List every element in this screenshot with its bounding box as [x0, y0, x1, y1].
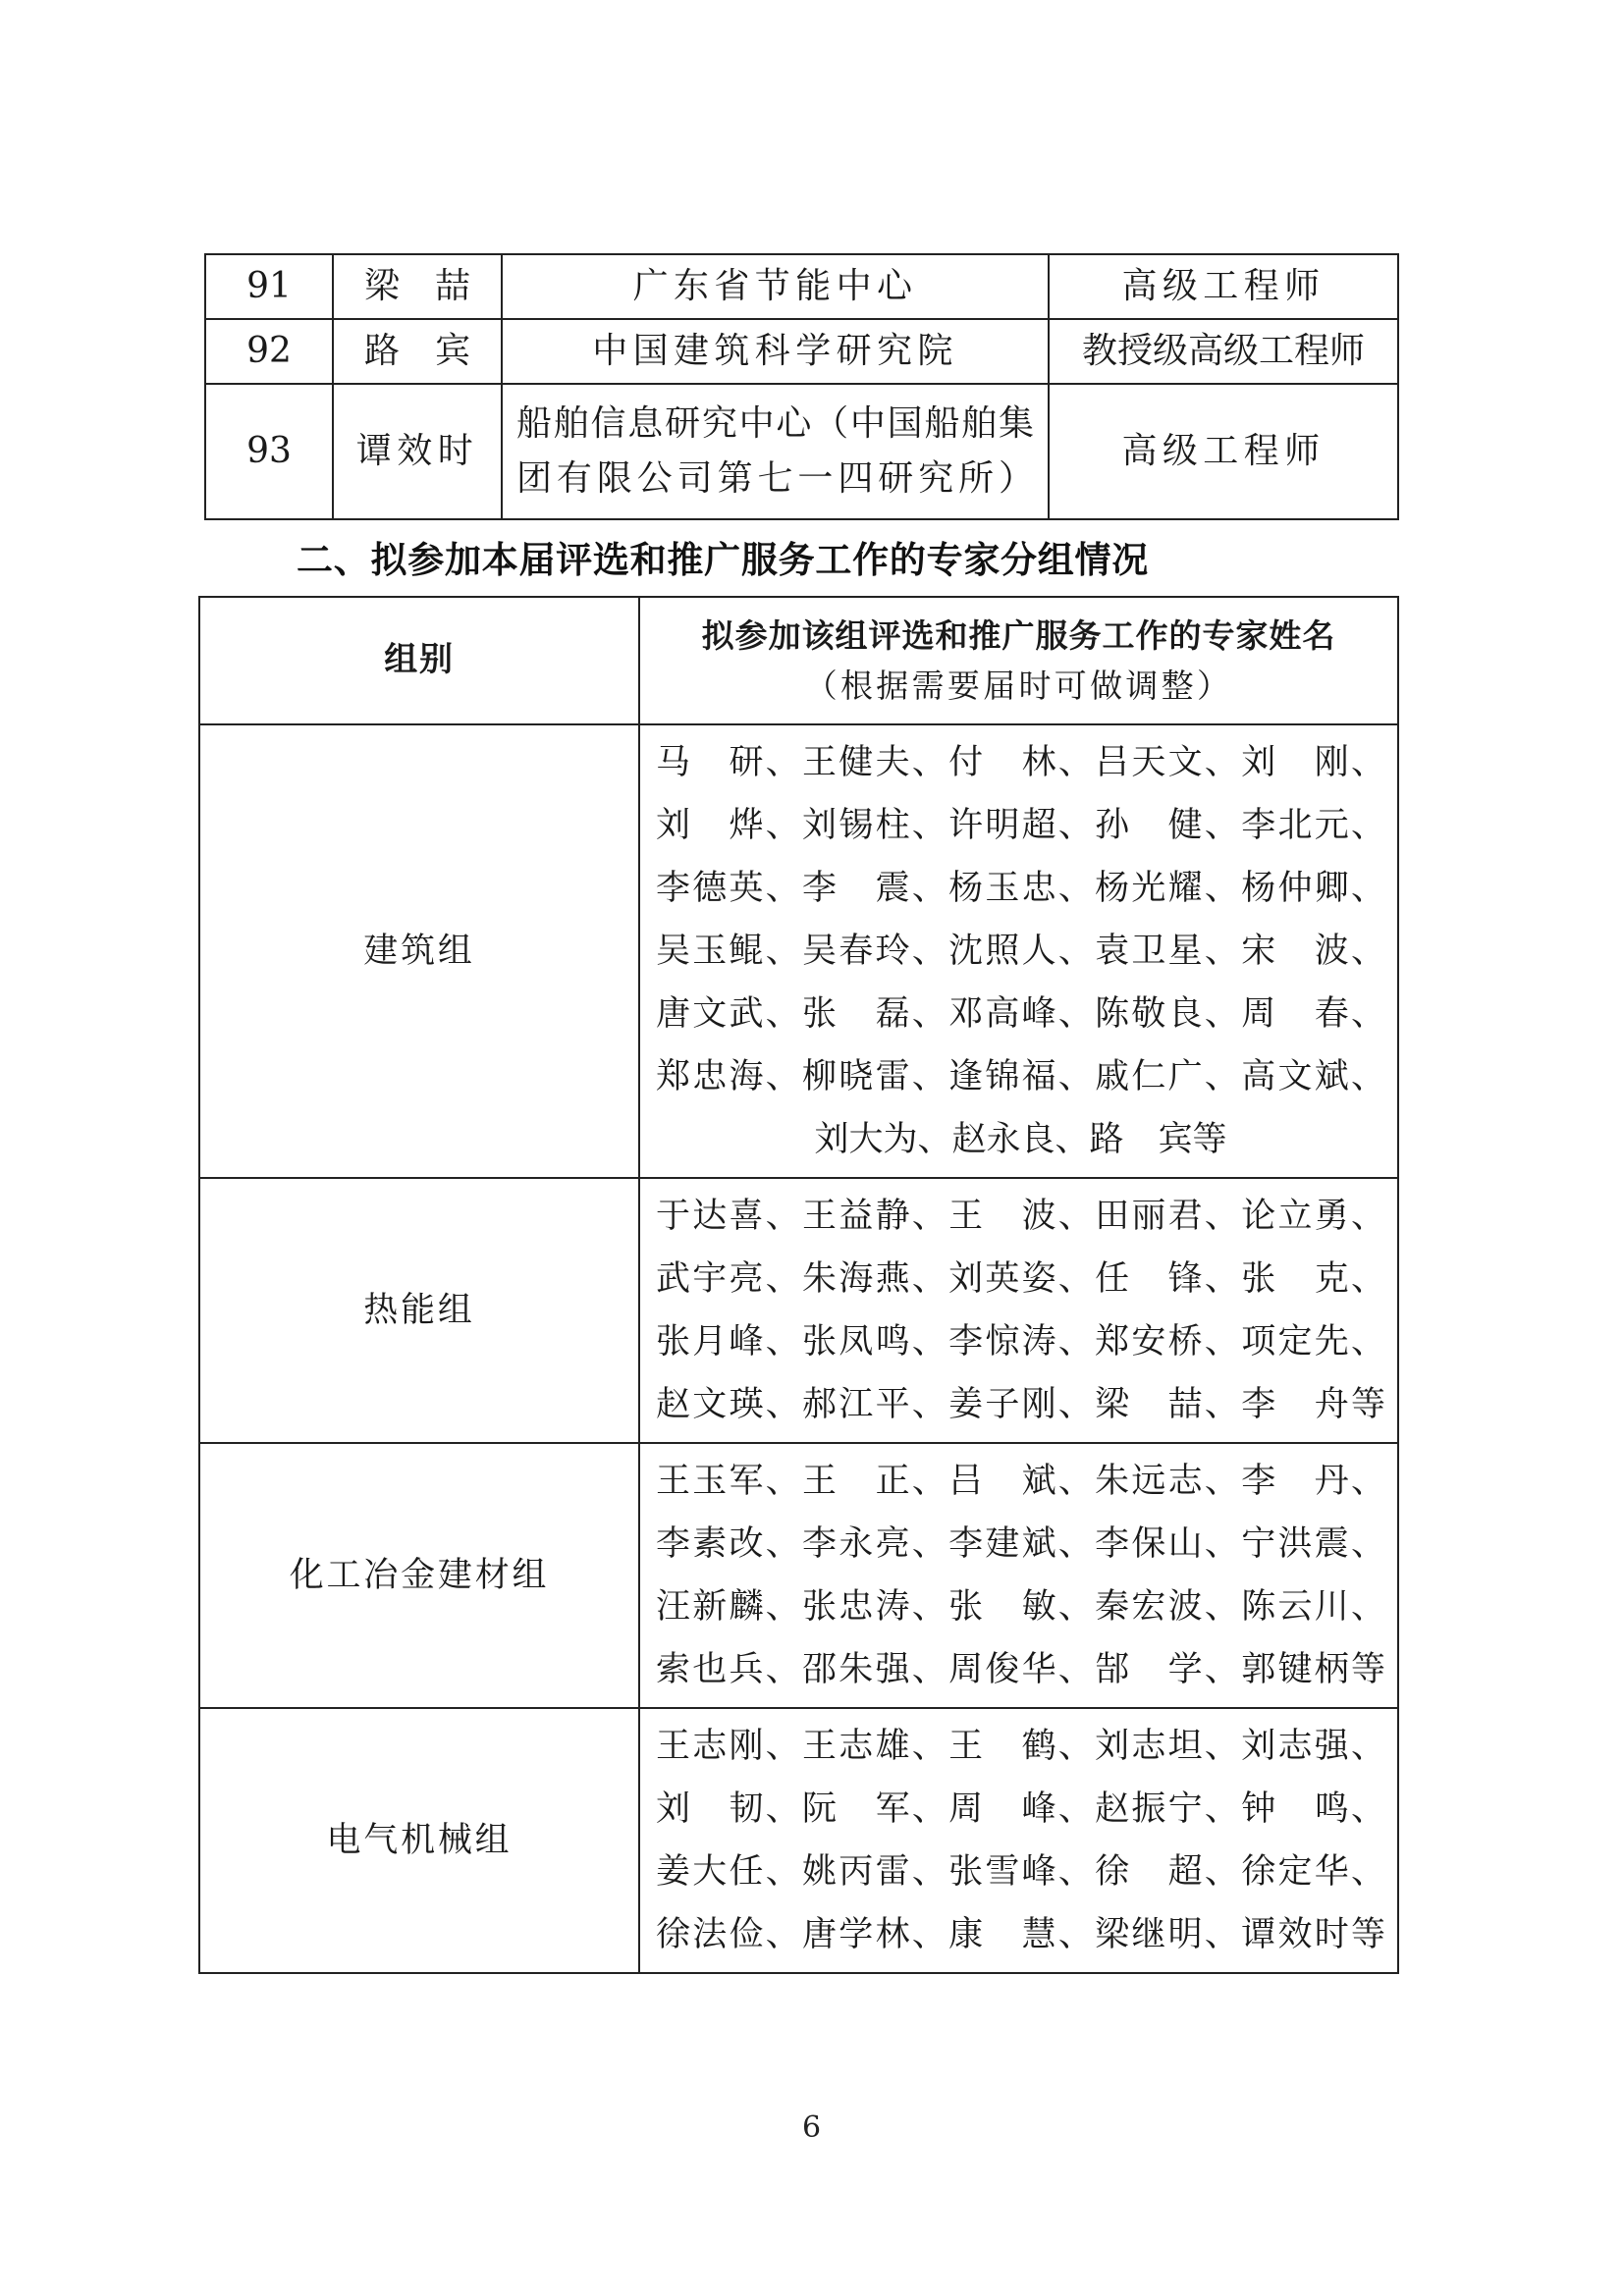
header-names-note: （根据需要届时可做调整）	[804, 667, 1233, 705]
names-line: 王玉军、王 正、吕 斌、朱远志、李 丹、	[656, 1462, 1385, 1501]
expert-organization: 中国建筑科学研究院	[502, 319, 1049, 384]
column-header-names	[639, 597, 1398, 724]
expert-name: 梁 喆	[333, 254, 502, 319]
names-line: 李素改、李永亮、李建斌、李保山、宁洪震、	[656, 1524, 1385, 1564]
names-line: 刘 韧、阮 军、周 峰、赵振宁、钟 鸣、	[656, 1789, 1385, 1829]
names-line: 武宇亮、朱海燕、刘英姿、任 锋、张 克、	[656, 1259, 1385, 1299]
row-number: 91	[205, 254, 333, 319]
expert-organization: 广东省节能中心	[502, 254, 1049, 319]
expert-organization	[502, 384, 1049, 519]
group-row-electrical	[199, 1708, 1398, 1973]
group-row-building	[199, 724, 1398, 1178]
names-line: 吴玉鲲、吴春玲、沈照人、袁卫星、宋 波、	[656, 932, 1385, 971]
header-names-title: 拟参加该组评选和推广服务工作的专家姓名	[701, 615, 1336, 655]
names-line: 姜大任、姚丙雷、张雪峰、徐 超、徐定华、	[656, 1852, 1385, 1892]
expert-name: 路 宾	[333, 319, 502, 384]
group-name: 建筑组	[199, 724, 639, 1178]
names-line: 赵文瑛、郝江平、姜子刚、梁 喆、李 舟等	[656, 1385, 1385, 1424]
expert-group-table	[198, 596, 1399, 1974]
page-number: 6	[801, 2110, 822, 2145]
group-name: 化工冶金建材组	[199, 1443, 639, 1708]
section-heading: 二、拟参加本届评选和推广服务工作的专家分组情况	[297, 539, 1150, 581]
group-expert-names	[639, 1178, 1398, 1443]
expert-title: 高级工程师	[1049, 384, 1398, 519]
names-line: 徐法俭、唐学林、康 慧、梁继明、谭效时等	[656, 1915, 1385, 1954]
group-name: 热能组	[199, 1178, 639, 1443]
names-line: 马 研、王健夫、付 林、吕天文、刘 刚、	[656, 743, 1385, 782]
names-line: 于达喜、王益静、王 波、田丽君、论立勇、	[656, 1197, 1385, 1236]
names-line: 刘 烨、刘锡柱、许明超、孙 健、李北元、	[656, 806, 1385, 845]
row-number: 93	[205, 384, 333, 519]
expert-title: 高级工程师	[1049, 254, 1398, 319]
names-line: 索也兵、邵朱强、周俊华、郜 学、郭键柄等	[656, 1650, 1385, 1689]
names-line: 刘大为、赵永良、路 宾等	[814, 1120, 1227, 1159]
table-header-row	[199, 597, 1398, 724]
group-row-thermal	[199, 1178, 1398, 1443]
column-header-group: 组别	[199, 597, 639, 724]
table-row	[205, 254, 1398, 319]
table-row	[205, 384, 1398, 519]
names-line: 李德英、李 震、杨玉忠、杨光耀、杨仲卿、	[656, 869, 1385, 908]
names-line: 汪新麟、张忠涛、张 敏、秦宏波、陈云川、	[656, 1587, 1385, 1627]
row-number: 92	[205, 319, 333, 384]
names-line: 张月峰、张凤鸣、李惊涛、郑安桥、项定先、	[656, 1322, 1385, 1362]
expert-title: 教授级高级工程师	[1049, 319, 1398, 384]
group-expert-names	[639, 724, 1398, 1178]
names-line: 王志刚、王志雄、王 鹤、刘志坦、刘志强、	[656, 1727, 1385, 1766]
organization-line: 船舶信息研究中心（中国船舶集	[516, 403, 1034, 445]
expert-list-table	[204, 253, 1399, 520]
group-row-chemical	[199, 1443, 1398, 1708]
table-row	[205, 319, 1398, 384]
names-line: 郑忠海、柳晓雷、逢锦福、戚仁广、高文斌、	[656, 1057, 1385, 1096]
group-name: 电气机械组	[199, 1708, 639, 1973]
organization-line: 团有限公司第七一四研究所）	[516, 458, 1034, 499]
group-expert-names	[639, 1443, 1398, 1708]
names-line: 唐文武、张 磊、邓高峰、陈敬良、周 春、	[656, 994, 1385, 1034]
expert-name: 谭效时	[333, 384, 502, 519]
group-expert-names	[639, 1708, 1398, 1973]
